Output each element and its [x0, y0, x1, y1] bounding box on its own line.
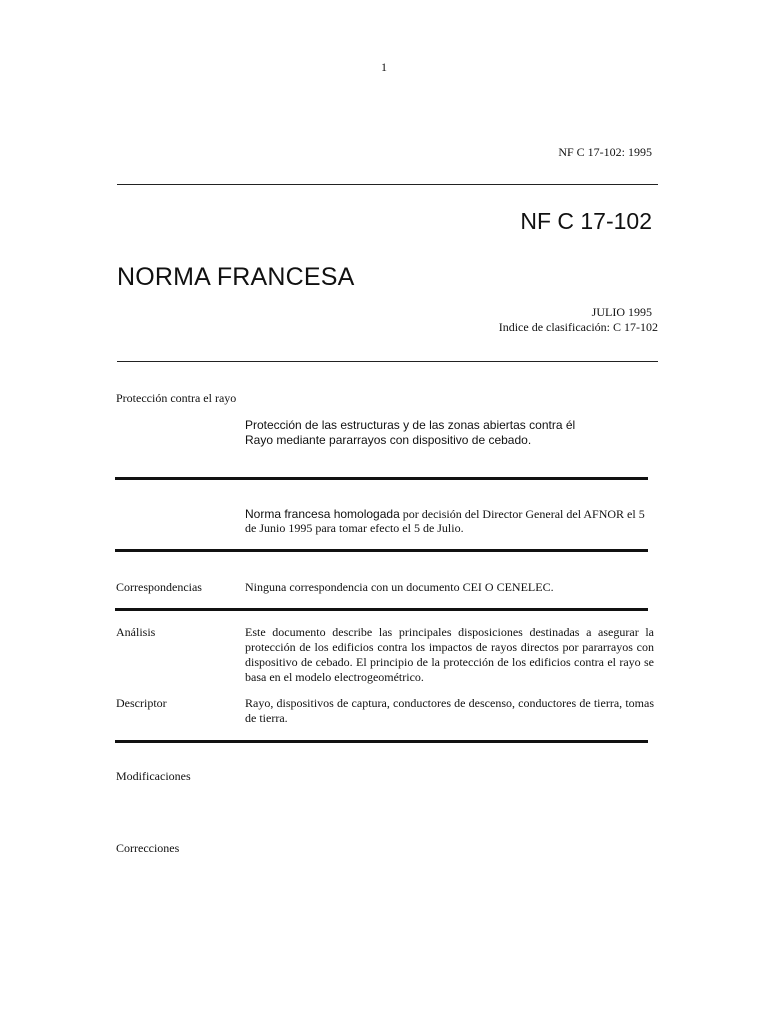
classification-index: Indice de clasificación: C 17-102	[498, 320, 658, 334]
section-divider-3	[115, 608, 648, 611]
page-number: 1	[381, 60, 387, 74]
descriptor-label: Descriptor	[116, 696, 167, 710]
header-divider-top	[117, 184, 658, 185]
section-divider-4	[115, 740, 648, 743]
header-divider-bottom	[117, 361, 658, 362]
analisis-text: Este documento describe las principales disposiciones destinadas a asegurar la protección de los edificios contra los impactos de rayos directos por pararrayos con dispositivo de cebado. El principio de la protección de los edificios contra el rayo se basa en el modelo electrogeométrico.	[245, 625, 654, 684]
homologation-line2: de Junio 1995 para tomar efecto el 5 de Julio.	[245, 521, 464, 535]
correcciones-label: Correcciones	[116, 841, 180, 855]
subject-description-line2: Rayo mediante pararrayos con dispositivo de cebado.	[245, 433, 532, 447]
subject-label: Protección contra el rayo	[116, 391, 237, 405]
analisis-label: Análisis	[116, 625, 156, 639]
correspondencias-text: Ninguna correspondencia con un documento CEI O CENELEC.	[245, 580, 554, 594]
publication-date: JULIO 1995	[591, 305, 652, 319]
section-divider-1	[115, 477, 648, 480]
standard-year-reference: NF C 17-102: 1995	[558, 145, 652, 159]
section-divider-2	[115, 549, 648, 552]
descriptor-text: Rayo, dispositivos de captura, conductores de descenso, conductores de tierra, tomas de tierra.	[245, 696, 654, 725]
document-title: NORMA FRANCESA	[117, 263, 355, 291]
correspondencias-label: Correspondencias	[116, 580, 202, 594]
homologation-lead: Norma francesa homologada	[245, 507, 400, 521]
standard-code: NF C 17-102	[520, 208, 652, 234]
homologation-rest: por decisión del Director General del AFNOR el 5	[399, 507, 645, 521]
subject-description-line1: Protección de las estructuras y de las zonas abiertas contra él	[245, 418, 576, 432]
modificaciones-label: Modificaciones	[116, 769, 191, 783]
